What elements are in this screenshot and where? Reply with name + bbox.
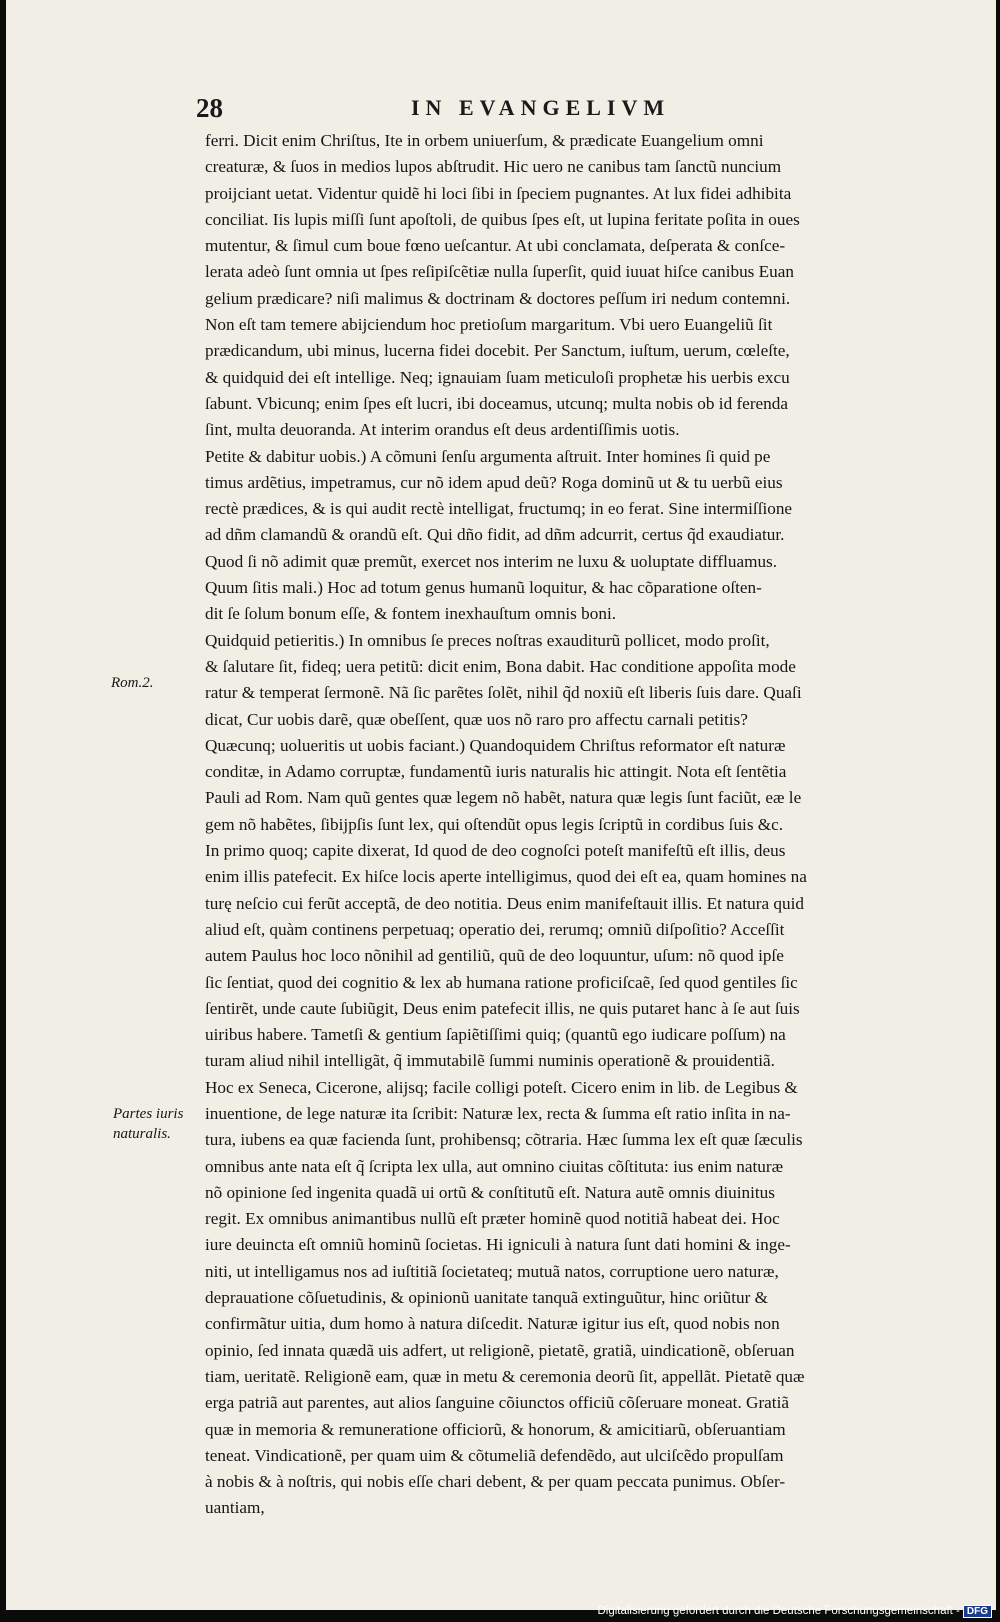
margin-note-rom: Rom.2.: [111, 675, 154, 691]
text-line: rectè prædices, & is qui audit rectè intelligat, fructumq; in eo ferat. Sine intermiſſione: [205, 499, 793, 519]
text-line: quæ in memoria & remuneratione officiorũ, & honorum, & amicitiarũ, obſeruantiam: [205, 1419, 786, 1439]
margin-note-naturalis: naturalis.: [113, 1126, 171, 1142]
text-line: ſic ſentiat, quod dei cognitio & lex ab humana ratione proficiſcaẽ, ſed quod gentiles ſic: [205, 972, 798, 992]
page-number: 28: [196, 93, 223, 123]
text-line: deprauatione cõſuetudinis, & opinionũ uanitate tanquã extinguũtur, hinc oriũtur &: [205, 1288, 769, 1308]
text-line: timus ardẽtius, impetramus, cur nõ idem apud deũ? Roga dominũ ut & tu uerbũ eius: [205, 472, 783, 492]
running-head: IN EVANGELIVM: [411, 95, 671, 120]
dfg-logo: DFG: [963, 1605, 992, 1618]
text-line: aliud eſt, quàm continens perpetuaq; operatio dei, rerumq; omniũ diſpoſitio? Acceſſit: [205, 919, 785, 939]
text-line: regit. Ex omnibus animantibus nullũ eſt præter hominẽ quod notitiã habeat dei. Hoc: [205, 1209, 780, 1229]
text-line: ſentirẽt, unde caute ſubiũgit, Deus enim patefecit illis, ne quis putaret hanc à ſe aut ſuis: [205, 998, 800, 1018]
text-line: turam aliud nihil intelligãt, q̃ immutabilẽ ſummi numinis operationẽ & prouidentiã.: [205, 1051, 775, 1071]
footer-credit: [597, 1605, 992, 1621]
text-line: teneat. Vindicationẽ, per quam uim & cõtumeliã defendẽdo, aut ulciſcẽdo propulſam: [205, 1445, 784, 1465]
text-line: Quidquid petieritis.) In omnibus ſe preces noſtras exauditurũ pollicet, modo proſit,: [205, 630, 770, 650]
text-line: omnibus ante nata eſt q̃ ſcripta lex ulla, aut omnino ciuitas cõſtituta: ius enim naturæ: [205, 1156, 784, 1176]
text-line: creaturæ, & ſuos in medios lupos abſtrudit. Hic uero ne canibus tam ſanctũ nuncium: [205, 157, 782, 177]
text-line: lerata adeò ſunt omnia ut ſpes reſipiſcẽtiæ nulla ſuperſit, quid iuuat hiſce canibus Euan: [205, 262, 794, 282]
text-line: gelium prædicare? niſi malimus & doctrinam & doctores peſſum iri nedum contemni.: [205, 288, 791, 308]
text-line: turę neſcio cui ferũt acceptã, de deo notitia. Deus enim manifeſtauit illis. Et natura quid: [205, 893, 804, 913]
text-line: conditæ, in Adamo corruptæ, fundamentũ iuris naturalis hic attingit. Nota eſt ſentẽtia: [205, 762, 787, 782]
text-line: ratur & temperat ſermonẽ. Nã ſic parẽtes ſolẽt, nihil q̃d noxiũ eſt liberis ſuis dare. Quaſi: [205, 683, 802, 703]
text-line: Hoc ex Seneca, Cicerone, alijsq; facile colligi poteſt. Cicero enim in lib. de Legibus &: [205, 1077, 798, 1097]
text-line: erga patriã aut parentes, aut alios ſanguine cõiunctos officiũ cõſeruare moneat. Gratiã: [205, 1393, 789, 1413]
text-line: & quidquid dei eſt intellige. Neq; ignauiam ſuam meticuloſi prophetæ his uerbis excu: [205, 367, 790, 387]
text-line: dit ſe ſolum bonum eſſe, & fontem inexhauſtum omnis boni.: [205, 604, 617, 624]
text-line: dicat, Cur uobis darẽ, quæ obeſſent, quæ uos nõ raro pro affectu carnali petitis?: [205, 709, 748, 729]
text-line: prædicandum, ubi minus, lucerna fidei docebit. Per Sanctum, iuſtum, uerum, cœleſte,: [205, 341, 790, 361]
text-line: confirmãtur uitia, dum homo à natura diſcedit. Naturæ igitur ius eſt, quod nobis non: [205, 1314, 780, 1334]
text-line: nõ opinione ſed ingenita quadã ui ortũ & conſtitutũ eſt. Natura autẽ omnis diuinitus: [205, 1182, 775, 1202]
text-line: uantiam,: [205, 1498, 265, 1518]
text-line: Quum ſitis mali.) Hoc ad totum genus humanũ loquitur, & hac cõparatione oſten-: [205, 578, 762, 598]
footer-text: Digitalisierung gefördert durch die Deutsche Forschungsgemeinschaft -: [597, 1605, 960, 1617]
text-line: iure deuincta eſt omniũ hominũ ſocietas. Hi igniculi à natura ſunt dati homini & inge-: [205, 1235, 791, 1255]
text-line: à nobis & à noſtris, qui nobis eſſe chari debent, & per quam peccata punimus. Obſer-: [205, 1472, 786, 1492]
page-header: [196, 93, 896, 123]
text-line: autem Paulus hoc loco nõnihil ad gentiliũ, quũ de deo loquuntur, uſum: nõ quod ipſe: [205, 946, 784, 966]
margin-note-partes: Partes iuris: [113, 1106, 184, 1122]
text-line: proijciant uetat. Videntur quidẽ hi loci ſibi in ſpeciem pugnantes. At lux fidei adhibita: [205, 183, 792, 203]
text-line: Quod ſi nõ adimit quæ premũt, exercet nos interim ne luxu & uoluptate diffluamus.: [205, 551, 778, 571]
text-line: mutentur, & ſimul cum boue fœno ueſcantur. At ubi conclamata, deſperata & conſce-: [205, 236, 786, 256]
text-line: ſint, multa deuoranda. At interim orandus eſt deus ardentiſſimis uotis.: [205, 420, 680, 440]
text-line: tiam, ueritatẽ. Religionẽ eam, quæ in metu & ceremonia deorũ ſit, appellãt. Pietatẽ quæ: [205, 1366, 805, 1386]
text-line: Non eſt tam temere abijciendum hoc pretioſum margaritum. Vbi uero Euangeliũ ſit: [205, 315, 773, 335]
text-line: ad dñm clamandũ & orandũ eſt. Qui dño fidit, ad dñm adcurrit, certus q̃d exaudiatur.: [205, 525, 785, 545]
book-page: [6, 0, 996, 1610]
text-line: opinio, ſed innata quædã uis adfert, ut religionẽ, pietatẽ, gratiã, uindicationẽ, obſeruan: [205, 1340, 795, 1360]
text-line: & ſalutare ſit, fideq; uera petitũ: dicit enim, Bona dabit. Hac conditione appoſita mode: [205, 656, 796, 676]
text-line: niti, ut intelligamus nos ad iuſtitiã ſocietateq; mutuã natos, corruptione uero naturæ,: [205, 1261, 779, 1281]
body-text: [205, 128, 917, 1522]
text-line: conciliat. Iis lupis miſſi ſunt apoſtoli, de quibus ſpes eſt, ut lupina feritate poſita in oues: [205, 209, 800, 229]
text-line: tura, iubens ea quæ facienda ſunt, prohibensq; cõtraria. Hæc ſumma lex eſt quæ ſæculis: [205, 1130, 803, 1150]
text-line: Pauli ad Rom. Nam quũ gentes quæ legem nõ habẽt, natura quæ legis ſunt faciũt, eæ le: [205, 788, 802, 808]
text-line: gem nõ habẽtes, ſibijpſis ſunt lex, qui oſtendũt opus legis ſcriptũ in cordibus ſuis &c.: [205, 814, 784, 834]
text-line: ferri. Dicit enim Chriſtus, Ite in orbem uniuerſum, & prædicate Euangelium omni: [205, 131, 764, 150]
text-line: Quæcunq; uolueritis ut uobis faciant.) Quandoquidem Chriſtus reformator eſt naturæ: [205, 735, 786, 755]
text-line: Petite & dabitur uobis.) A cõmuni ſenſu argumenta aſtruit. Inter homines ſi quid pe: [205, 446, 771, 466]
text-line: ſabunt. Vbicunq; enim ſpes eſt lucri, ibi doceamus, utcunq; multa nobis ob id ferenda: [205, 393, 788, 413]
text-line: In primo quoq; capite dixerat, Id quod de deo cognoſci poteſt manifeſtũ eſt illis, deus: [205, 841, 786, 861]
text-line: uiribus habere. Tametſi & gentium ſapiẽtiſſimi quiq; (quantũ ego iudicare poſſum) na: [205, 1025, 786, 1045]
text-line: inuentione, de lege naturæ ita ſcribit: Naturæ lex, recta & ſumma eſt ratio inſita in na-: [205, 1103, 791, 1123]
text-line: enim illis patefecit. Ex hiſce locis aperte intelligimus, quod dei eſt ea, quam homines na: [205, 867, 807, 887]
